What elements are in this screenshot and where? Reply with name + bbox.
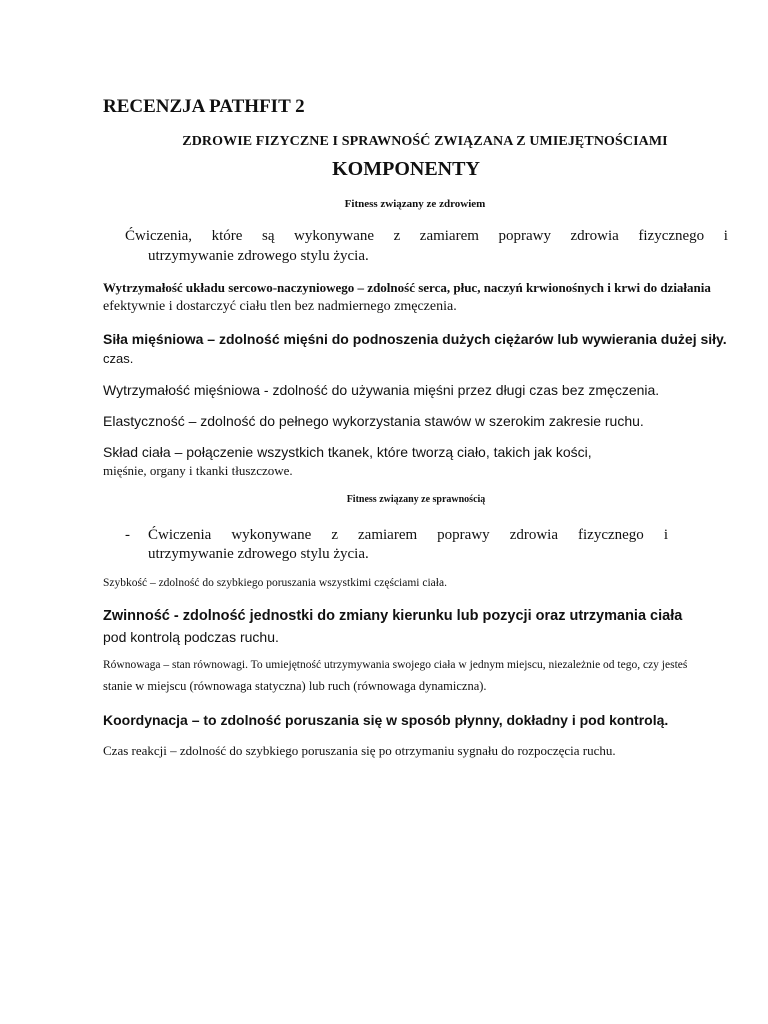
reaction-definition: Czas reakcji – zdolność do szybkiego poruszania się po otrzymaniu sygnału do rozpoczęcia ruchu. xyxy=(103,743,616,758)
health-intro-word: poprawy xyxy=(498,228,551,244)
coordination-definition: Koordynacja – to zdolność poruszania się w sposób płynny, dokładny i pod kontrolą. xyxy=(103,712,669,728)
skill-intro-word: wykonywane xyxy=(231,527,312,543)
strength-definition-line2: czas. xyxy=(103,351,134,366)
health-intro-word: fizycznego xyxy=(638,228,705,244)
skill-intro-word: fizycznego xyxy=(578,527,644,543)
skill-intro-line1 xyxy=(148,527,668,544)
skill-intro-word: zdrowia xyxy=(509,527,558,543)
health-intro-line1 xyxy=(125,228,728,245)
skill-intro-word: z xyxy=(331,527,338,543)
skill-intro-word: i xyxy=(663,527,668,543)
health-intro-line2: utrzymywanie zdrowego stylu życia. xyxy=(148,248,369,264)
health-fitness-heading: Fitness związany ze zdrowiem xyxy=(344,198,486,210)
health-intro-word: i xyxy=(723,228,728,244)
flexibility-definition: Elastyczność – zdolność do pełnego wykorzystania stawów w szerokim zakresie ruchu. xyxy=(103,413,644,429)
health-intro-word: z xyxy=(393,228,401,244)
endurance-definition: Wytrzymałość mięśniowa - zdolność do używania mięśni przez długi czas bez zmęczenia. xyxy=(103,382,660,398)
skill-bullet: - xyxy=(125,527,130,543)
skill-intro-word: Ćwiczenia xyxy=(148,527,212,543)
skill-intro-word: zamiarem xyxy=(358,527,418,543)
skill-intro-line2: utrzymywanie zdrowego stylu życia. xyxy=(148,546,369,562)
skill-fitness-heading: Fitness związany ze sprawnością xyxy=(346,494,486,505)
document-subtitle: ZDROWIE FIZYCZNE I SPRAWNOŚĆ ZWIĄZANA Z UMIEJĘTNOŚCIAMI xyxy=(182,134,668,149)
health-intro-word: wykonywane xyxy=(294,228,375,244)
speed-definition: Szybkość – zdolność do szybkiego poruszania wszystkimi częściami ciała. xyxy=(103,577,447,589)
health-intro-word: Ćwiczenia, xyxy=(125,228,193,244)
skill-intro-word: poprawy xyxy=(437,527,490,543)
agility-definition-line2: pod kontrolą podczas ruchu. xyxy=(103,629,279,645)
composition-definition-line1: Skład ciała – połączenie wszystkich tkanek, które tworzą ciało, takich jak kości, xyxy=(103,444,592,460)
composition-definition-line2: mięśnie, organy i tkanki tłuszczowe. xyxy=(103,463,293,478)
health-intro-word: które xyxy=(211,228,243,244)
agility-definition-line1: Zwinność - zdolność jednostki do zmiany kierunku lub pozycji oraz utrzymania ciała xyxy=(103,608,683,624)
document-title: RECENZJA PATHFIT 2 xyxy=(103,96,305,117)
cardio-definition-line1: Wytrzymałość układu sercowo-naczyniowego – zdolność serca, płuc, naczyń krwionośnych i krwi do działania xyxy=(103,280,711,295)
balance-definition-line1: Równowaga – stan równowagi. To umiejętność utrzymywania swojego ciała w jednym miejscu, niezależnie od tego, czy jesteś xyxy=(103,659,688,671)
cardio-definition-line2: efektywnie i dostarczyć ciału tlen bez nadmiernego zmęczenia. xyxy=(103,299,457,314)
health-intro-word: zamiarem xyxy=(419,228,479,244)
health-intro-word: są xyxy=(261,228,275,244)
balance-definition-line2: stanie w miejscu (równowaga statyczna) lub ruch (równowaga dynamiczna). xyxy=(103,679,487,693)
strength-definition-line1: Siła mięśniowa – zdolność mięśni do podnoszenia dużych ciężarów lub wywierania dużej siły. xyxy=(103,331,727,347)
health-intro-word: zdrowia xyxy=(570,228,619,244)
components-heading: KOMPONENTY xyxy=(332,158,480,180)
